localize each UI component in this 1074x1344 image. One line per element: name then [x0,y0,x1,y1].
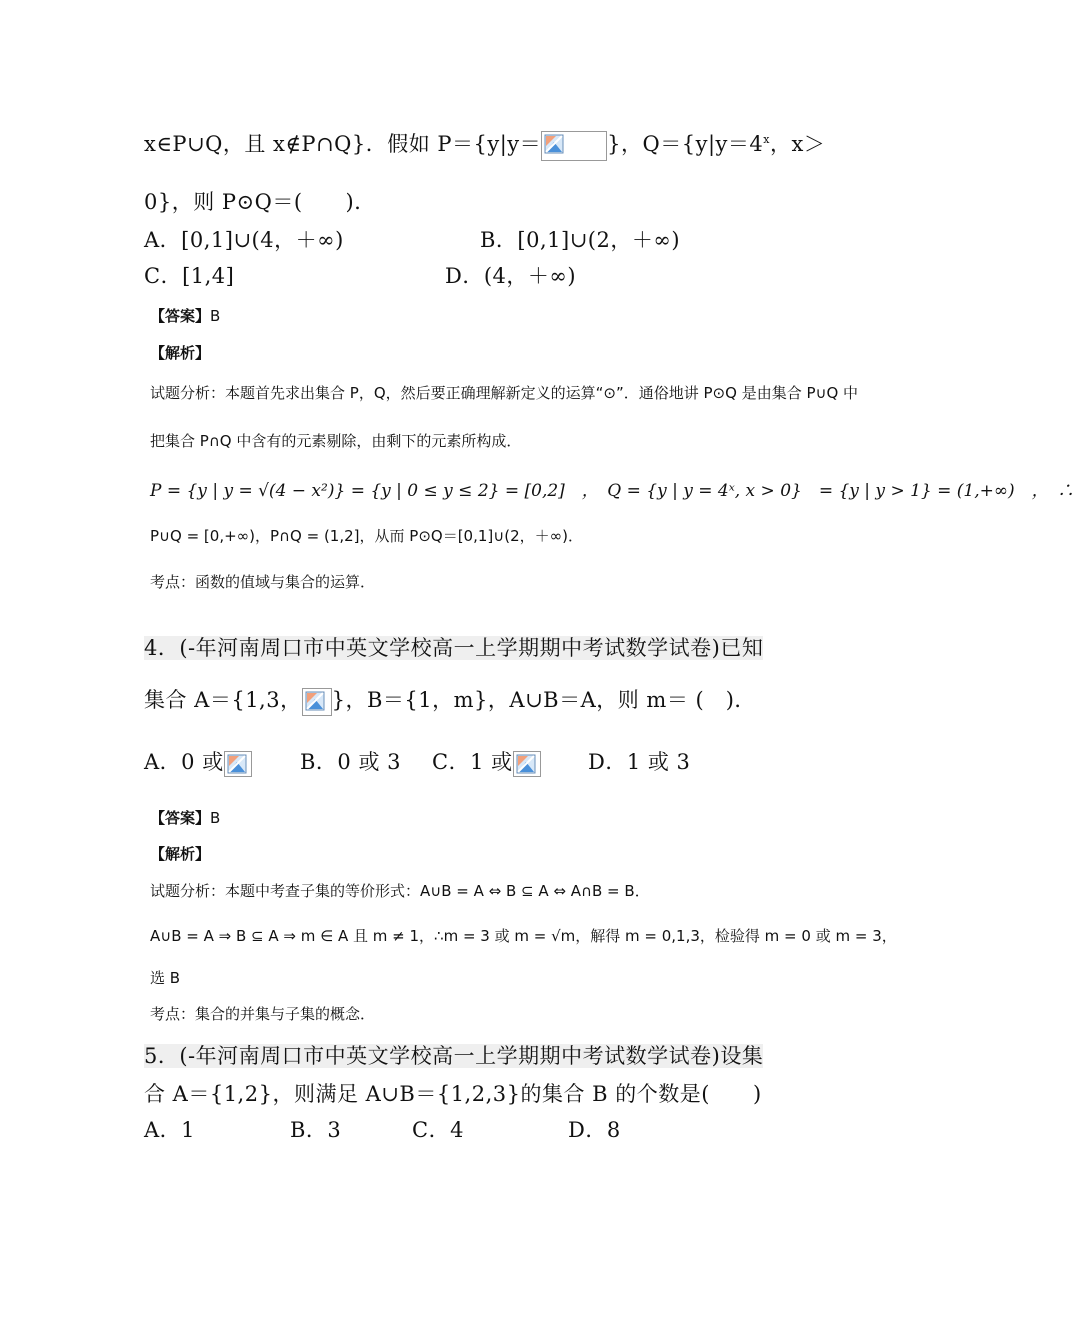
q3-option-c: C．[1,4] [144,264,235,288]
broken-image-icon [513,751,541,777]
q4-kaodian: 考点：集合的并集与子集的概念． [150,1005,376,1023]
q4-analysis-line3: 选 B [150,969,181,987]
q4-analysis-line2: A∪B = A ⇒ B ⊆ A ⇒ m ∈ A 且 m ≠ 1，∴m = 3 或 m = √m，解得 m = 0,1,3，检验得 m = 0 或 m = 3， [150,927,897,945]
q5-line2: 合 A＝{1,2}，则满足 A∪B＝{1,2,3}的集合 B 的个数是( ) [144,1082,762,1106]
q4-line1: 4．(-年河南周口市中英文学校高一上学期期中考试数学试卷)已知 [144,636,764,660]
q3-line2: 0}，则 P⊙Q＝( )． [144,190,376,214]
q3-option-b: B．[0,1]∪(2，＋∞) [480,228,681,252]
broken-image-icon [224,751,252,777]
q5-line1: 5．(-年河南周口市中英文学校高一上学期期中考试数学试卷)设集 [144,1044,764,1068]
q3-option-a: A．[0,1]∪(4，＋∞) [144,228,344,252]
q3-math-line2: P∪Q = [0,+∞)，P∩Q = (1,2]，从而 P⊙Q＝[0,1]∪(2，＋∞)． [150,527,583,545]
q3-line1-pre: x∈P∪Q，且 x∉P∩Q}．假如 P＝{y|y＝ [144,132,542,156]
q3-option-d: D．(4，＋∞) [445,264,577,288]
q4-answer: 【答案】B [150,809,221,827]
q4-option-c: C．1 或 [432,746,541,777]
q5-option-a: A．1 [144,1118,196,1142]
q3-analysis-line1: 试题分析：本题首先求出集合 P，Q，然后要正确理解新定义的运算“⊙”．通俗地讲 P⊙Q 是由集合 P∪Q 中 [150,384,859,402]
q3-analysis-line2: 把集合 P∩Q 中含有的元素剔除，由剩下的元素所构成． [150,432,522,450]
q3-line1 [144,128,825,161]
broken-image-icon [302,688,332,716]
q4-line2: 集合 A＝{1,3， }，B＝{1，m}，A∪B＝A，则 m＝ ( )． [144,684,756,716]
q4-analysis-label: 【解析】 [150,845,211,863]
q4-option-a: A．0 或 [144,746,252,777]
q5-option-d: D．8 [568,1118,621,1142]
q3-line1-end: ，x＞ [770,132,826,156]
q3-analysis-label: 【解析】 [150,344,211,362]
q3-math-line1: P = {y | y = √(4 − x²)} = {y | 0 ≤ y ≤ 2} = [0,2] ， Q = {y | y = 4ˣ, x > 0} = {y | y > 1} = (1,+∞) ， ∴ [150,481,1074,501]
q3-line1-post: }，Q＝{y|y＝4 [607,132,764,156]
broken-image-icon [541,131,607,161]
q3-line1-sup: x [763,133,770,146]
q5-option-c: C．4 [412,1118,464,1142]
q3-answer: 【答案】B [150,307,221,325]
q4-option-d: D．1 或 3 [588,750,691,774]
q4-option-b: B．0 或 3 [300,750,402,774]
q3-kaodian: 考点：函数的值域与集合的运算． [150,573,376,591]
q5-option-b: B．3 [290,1118,342,1142]
q4-analysis-line1: 试题分析：本题中考查子集的等价形式：A∪B = A ⇔ B ⊆ A ⇔ A∩B = B． [150,882,650,900]
